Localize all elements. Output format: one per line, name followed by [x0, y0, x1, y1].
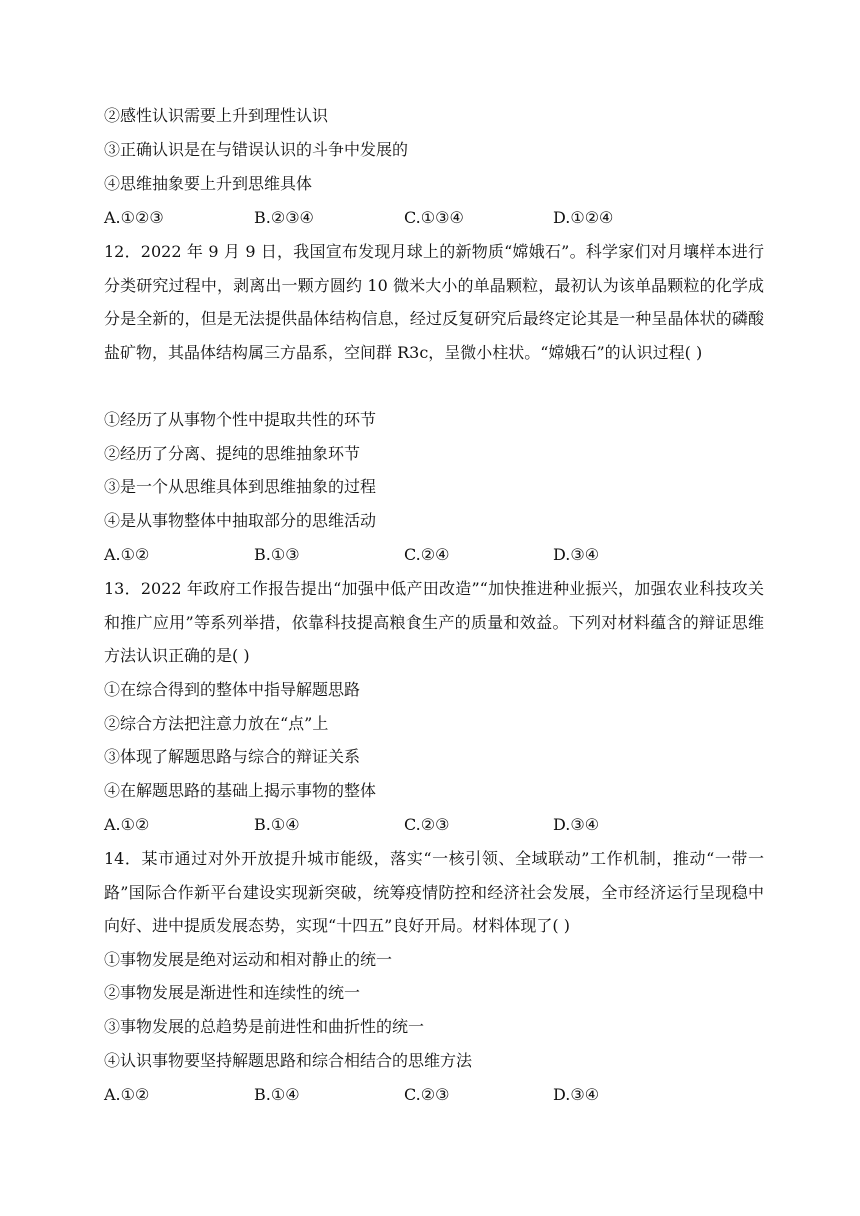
q12-option-b: B.①③ [254, 545, 300, 564]
q11-option-a: A.①②③ [104, 208, 164, 227]
q11-option-c: C.①③④ [404, 208, 464, 227]
q14-stem: 14．某市通过对外开放提升城市能级，落实“一核引领、全域联动”工作机制，推动“一带一路”国际合作新平台建设实现新突破，统筹疫情防控和经济社会发展，全市经济运行呈现稳中向好、进中提质发展态势，实现“十四五”良好开局。材料体现了( ) [104, 849, 764, 936]
q12-option-a: A.①② [104, 545, 150, 564]
q12-item-2: ②经历了分离、提纯的思维抽象环节 [104, 444, 361, 463]
q14-option-c: C.②③ [404, 1085, 450, 1104]
q12-option-d: D.③④ [553, 545, 600, 564]
q13-item-4: ④在解题思路的基础上揭示事物的整体 [104, 781, 377, 800]
q13-item-2: ②综合方法把注意力放在“点”上 [104, 714, 329, 733]
q14-option-a: A.①② [104, 1085, 150, 1104]
q14-item-1: ①事物发展是绝对运动和相对静止的统一 [104, 950, 393, 969]
q11-item-4: ④思维抽象要上升到思维具体 [104, 174, 313, 193]
q11-item-2: ②感性认识需要上升到理性认识 [104, 106, 329, 125]
q13-option-d: D.③④ [553, 815, 600, 834]
q11-option-b: B.②③④ [254, 208, 314, 227]
q14-option-d: D.③④ [553, 1085, 600, 1104]
q11-item-3: ③正确认识是在与错误认识的斗争中发展的 [104, 140, 409, 159]
q12-stem: 12．2022 年 9 月 9 日，我国宣布发现月球上的新物质“嫦娥石”。科学家们对月壤样本进行分类研究过程中，剥离出一颗方圆约 10 微米大小的单晶颗粒，最初认为该单晶颗粒的化学成分是全新的，但是无法提供晶体结构信息，经过反复研究后最终定论其是一种呈晶体状的磷酸盐矿物，其晶体结构属三方晶系，空间群 R3c，呈微小柱状。“嫦娥石”的认识过程( ) [104, 242, 764, 362]
q13-item-1: ①在综合得到的整体中指导解题思路 [104, 680, 361, 699]
q12-item-1: ①经历了从事物个性中提取共性的环节 [104, 410, 377, 429]
q12-item-4: ④是从事物整体中抽取部分的思维活动 [104, 511, 377, 530]
q13-option-b: B.①④ [254, 815, 300, 834]
q14-option-b: B.①④ [254, 1085, 300, 1104]
q11-option-d: D.①②④ [553, 208, 614, 227]
q14-item-2: ②事物发展是渐进性和连续性的统一 [104, 983, 361, 1002]
q13-stem: 13．2022 年政府工作报告提出“加强中低产田改造”“加快推进种业振兴，加强农业科技攻关和推广应用”等系列举措，依靠科技提高粮食生产的质量和效益。下列对材料蕴含的辩证思维方法认识正确的是( ) [104, 579, 764, 666]
q13-item-3: ③体现了解题思路与综合的辩证关系 [104, 747, 361, 766]
q14-item-3: ③事物发展的总趋势是前进性和曲折性的统一 [104, 1017, 425, 1036]
q12-option-c: C.②④ [404, 545, 450, 564]
q14-item-4: ④认识事物要坚持解题思路和综合相结合的思维方法 [104, 1051, 473, 1070]
q13-option-a: A.①② [104, 815, 150, 834]
q13-option-c: C.②③ [404, 815, 450, 834]
q12-item-3: ③是一个从思维具体到思维抽象的过程 [104, 477, 377, 496]
